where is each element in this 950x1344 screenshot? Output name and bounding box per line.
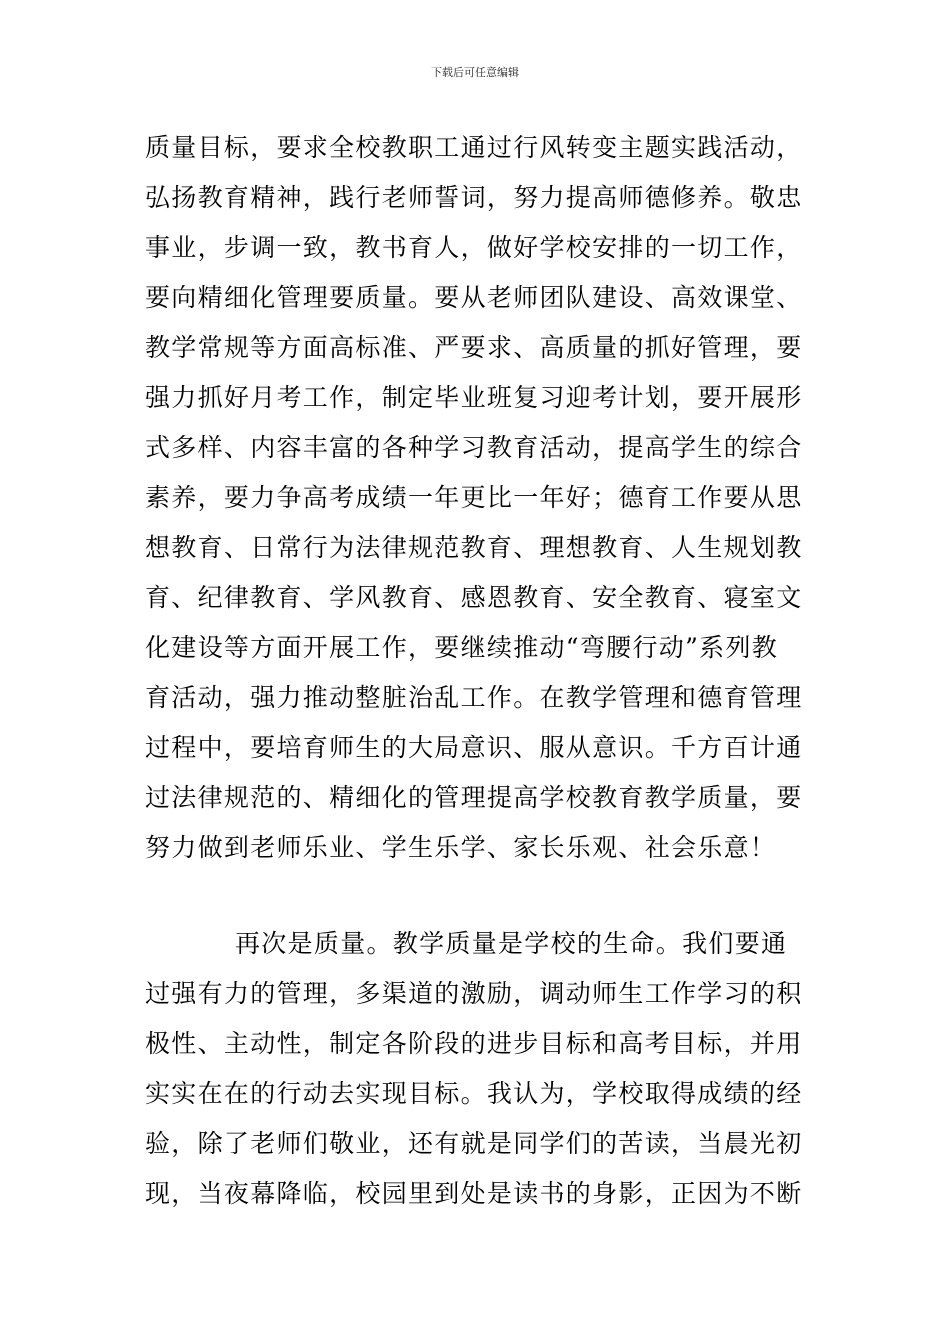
- paragraph-teaching-quality: [145, 919, 825, 1219]
- text-line: 过法律规范的、精细化的管理提高学校教育教学质量，要: [145, 783, 803, 812]
- text-line: 要向精细化管理要质量。要从老师团队建设、高效课堂、: [145, 283, 803, 312]
- text-line: 极性、主动性，制定各阶段的进步目标和高考目标，并用: [145, 1029, 803, 1058]
- text-line: 育、纪律教育、学风教育、感恩教育、安全教育、寝室文: [145, 583, 803, 612]
- paragraph-quality-goals: [145, 123, 825, 873]
- text-line: 质量目标，要求全校教职工通过行风转变主题实践活动，: [145, 133, 803, 162]
- text-line: 式多样、内容丰富的各种学习教育活动，提高学生的综合: [145, 433, 803, 462]
- text-line: 过程中，要培育师生的大局意识、服从意识。千方百计通: [145, 733, 803, 762]
- text-line: 实实在在的行动去实现目标。我认为，学校取得成绩的经: [145, 1079, 803, 1108]
- text-line: 想教育、日常行为法律规范教育、理想教育、人生规划教: [145, 533, 803, 562]
- text-line: 素养，要力争高考成绩一年更比一年好；德育工作要从思: [145, 483, 803, 512]
- text-line: 化建设等方面开展工作，要继续推动“弯腰行动”系列教: [145, 633, 779, 662]
- page-header: 下载后可任意编辑: [431, 66, 519, 79]
- text-line: 育活动，强力推动整脏治乱工作。在教学管理和德育管理: [145, 683, 803, 712]
- text-line: 现，当夜幕降临，校园里到处是读书的身影，正因为不断: [145, 1179, 803, 1208]
- text-line: 再次是质量。教学质量是学校的生命。我们要通: [235, 929, 788, 958]
- text-line: 教学常规等方面高标准、严要求、高质量的抓好管理，要: [145, 333, 803, 362]
- text-line: 事业，步调一致，教书育人，做好学校安排的一切工作，: [145, 233, 803, 262]
- text-line: 弘扬教育精神，践行老师誓词，努力提高师德修养。敬忠: [145, 183, 803, 212]
- text-line: 强力抓好月考工作，制定毕业班复习迎考计划，要开展形: [145, 383, 803, 412]
- text-line: 验，除了老师们敬业，还有就是同学们的苦读，当晨光初: [145, 1129, 803, 1158]
- text-line: 过强有力的管理，多渠道的激励，调动师生工作学习的积: [145, 979, 803, 1008]
- text-line: 努力做到老师乐业、学生乐学、家长乐观、社会乐意！: [145, 833, 777, 862]
